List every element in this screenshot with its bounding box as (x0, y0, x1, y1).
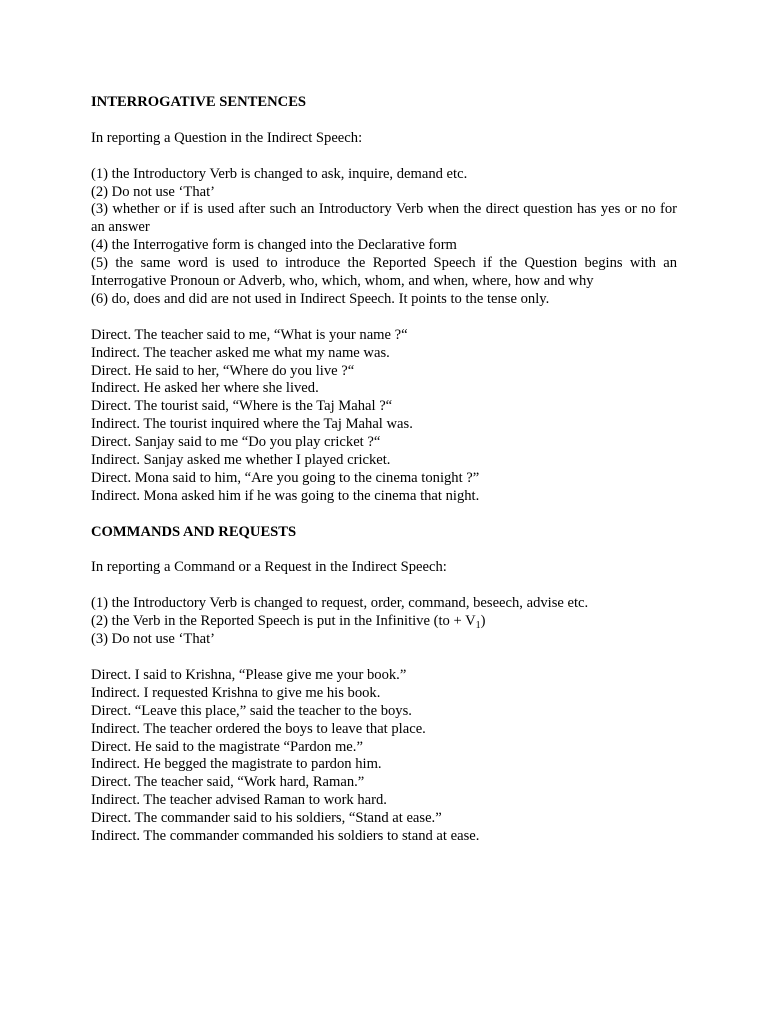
rule-text: (2) the Verb in the Reported Speech is put in the Infinitive (to + V (91, 613, 476, 630)
rule-item: (1) the Introductory Verb is changed to request, order, command, beseech, advise etc. (91, 595, 589, 612)
subscript: 1 (475, 620, 481, 632)
example-indirect: Indirect. The teacher ordered the boys to leave that place. (91, 720, 426, 737)
example-indirect: Indirect. Mona asked him if he was going to the cinema that night. (91, 487, 480, 504)
rule-item: (3) whether or if is used after such an Introductory Verb when the direct question has yes or no for an answer (91, 201, 677, 236)
rule-item: (6) do, does and did are not used in Indirect Speech. It points to the tense only. (91, 290, 550, 307)
section-intro: In reporting a Command or a Request in the Indirect Speech: (91, 559, 447, 576)
section-intro: In reporting a Question in the Indirect Speech: (91, 129, 363, 146)
spacer (91, 577, 677, 595)
document-page (91, 94, 677, 846)
example-direct: Direct. Mona said to him, “Are you going to the cinema tonight ?” (91, 469, 480, 486)
example-indirect: Indirect. The commander commanded his soldiers to stand at ease. (91, 828, 480, 845)
example-direct: Direct. I said to Krishna, “Please give me your book.” (91, 666, 407, 683)
rule-item-infinitive (91, 613, 677, 631)
spacer (91, 309, 677, 327)
example-direct: Direct. Sanjay said to me “Do you play cricket ?“ (91, 434, 381, 451)
rule-item: (4) the Interrogative form is changed into the Declarative form (91, 237, 457, 254)
example-direct: Direct. He said to the magistrate “Pardon me.” (91, 738, 363, 755)
example-indirect: Indirect. He asked her where she lived. (91, 380, 319, 397)
example-indirect: Indirect. The teacher advised Raman to work hard. (91, 792, 387, 809)
rule-close: ) (480, 613, 486, 630)
rule-item: (1) the Introductory Verb is changed to ask, inquire, demand etc. (91, 165, 468, 182)
section-heading-interrogative: INTERROGATIVE SENTENCES (91, 94, 307, 110)
example-indirect: Indirect. The tourist inquired where the Taj Mahal was. (91, 416, 413, 433)
section-heading-commands: COMMANDS AND REQUESTS (91, 523, 297, 540)
example-direct: Direct. “Leave this place,” said the teacher to the boys. (91, 702, 412, 719)
example-indirect: Indirect. I requested Krishna to give me his book. (91, 684, 381, 701)
example-indirect: Indirect. Sanjay asked me whether I played cricket. (91, 452, 391, 469)
rule-item: (5) the same word is used to introduce the Reported Speech if the Question begins with an Interrogative Pronoun or Adverb, who, which, whom, and when, where, how and why (91, 255, 677, 290)
example-direct: Direct. He said to her, “Where do you live ?“ (91, 362, 355, 379)
example-indirect: Indirect. He begged the magistrate to pardon him. (91, 756, 382, 773)
example-indirect: Indirect. The teacher asked me what my name was. (91, 344, 390, 361)
spacer (91, 112, 677, 130)
rule-item: (3) Do not use ‘That’ (91, 631, 216, 648)
example-direct: Direct. The commander said to his soldiers, “Stand at ease.” (91, 810, 442, 827)
example-direct: Direct. The tourist said, “Where is the Taj Mahal ?“ (91, 398, 393, 415)
rule-item: (2) Do not use ‘That’ (91, 183, 216, 200)
example-direct: Direct. The teacher said to me, “What is your name ?“ (91, 326, 408, 343)
spacer (91, 506, 677, 524)
spacer (91, 542, 677, 560)
example-direct: Direct. The teacher said, “Work hard, Raman.” (91, 774, 365, 791)
spacer (91, 649, 677, 667)
spacer (91, 148, 677, 166)
